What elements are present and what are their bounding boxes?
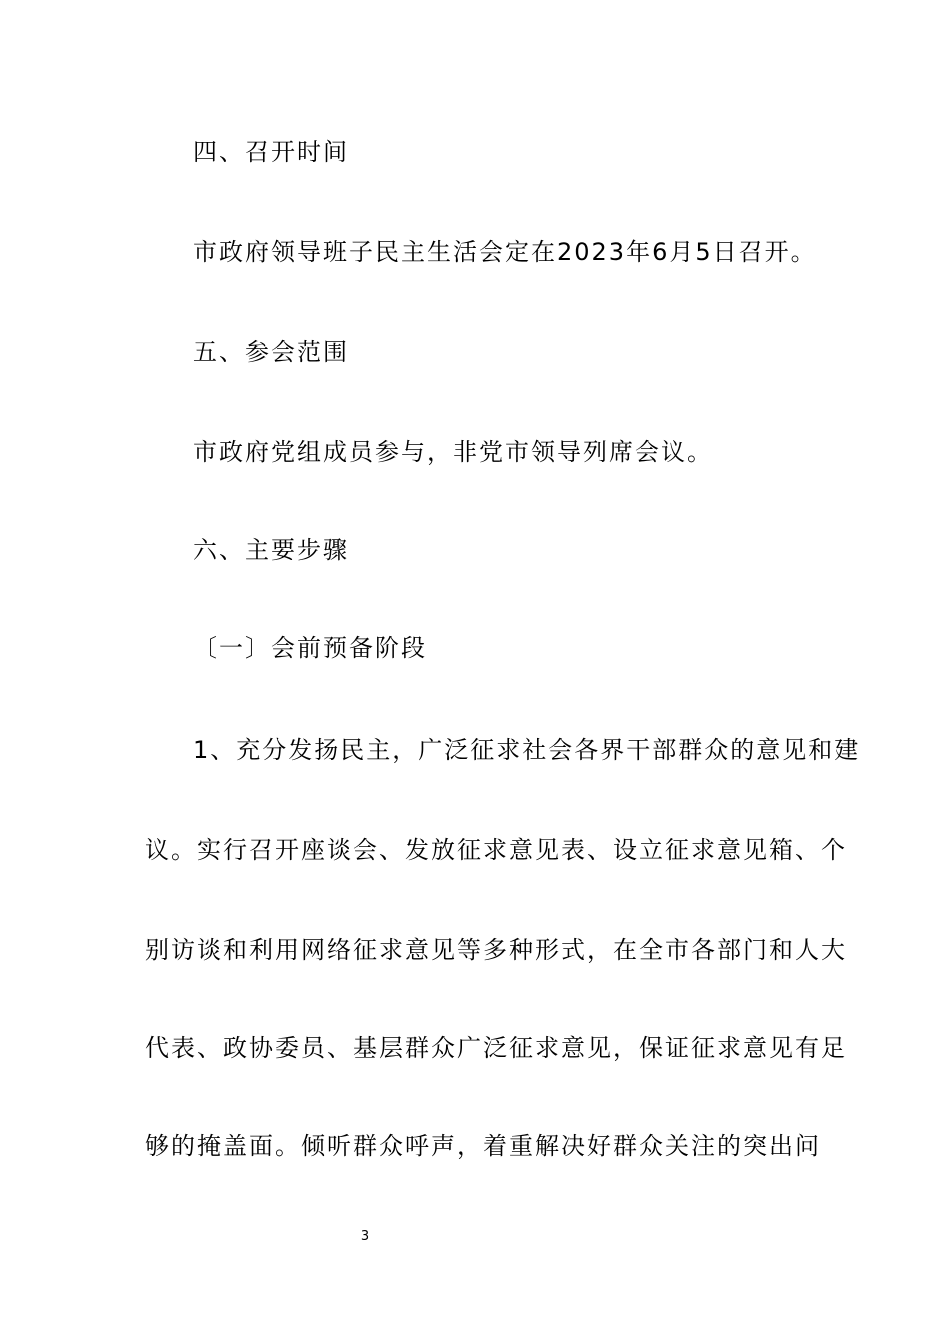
paragraph-line-1: 1、充分发扬民主，广泛征求社会各界干部群众的意见和建	[193, 736, 861, 764]
paragraph-line-5: 够的掩盖面。倾听群众呼声，着重解决好群众关注的突出问	[145, 1132, 821, 1160]
subsection-heading-preparation: 〔一〕会前预备阶段	[193, 634, 427, 662]
paragraph-line-2: 议。实行召开座谈会、发放征求意见表、设立征求意见箱、个	[145, 836, 847, 864]
section-heading-main-steps: 六、主要步骤	[193, 536, 349, 564]
section-heading-attendees: 五、参会范围	[193, 338, 349, 366]
section-heading-meeting-time: 四、召开时间	[193, 138, 349, 166]
paragraph-attendees: 市政府党组成员参与，非党市领导列席会议。	[193, 438, 713, 466]
paragraph-meeting-date: 市政府领导班子民主生活会定在2023年6月5日召开。	[193, 238, 817, 266]
paragraph-line-3: 别访谈和利用网络征求意见等多种形式，在全市各部门和人大	[145, 936, 847, 964]
page-number: 3	[360, 1229, 370, 1244]
paragraph-line-4: 代表、政协委员、基层群众广泛征求意见，保证征求意见有足	[145, 1034, 847, 1062]
